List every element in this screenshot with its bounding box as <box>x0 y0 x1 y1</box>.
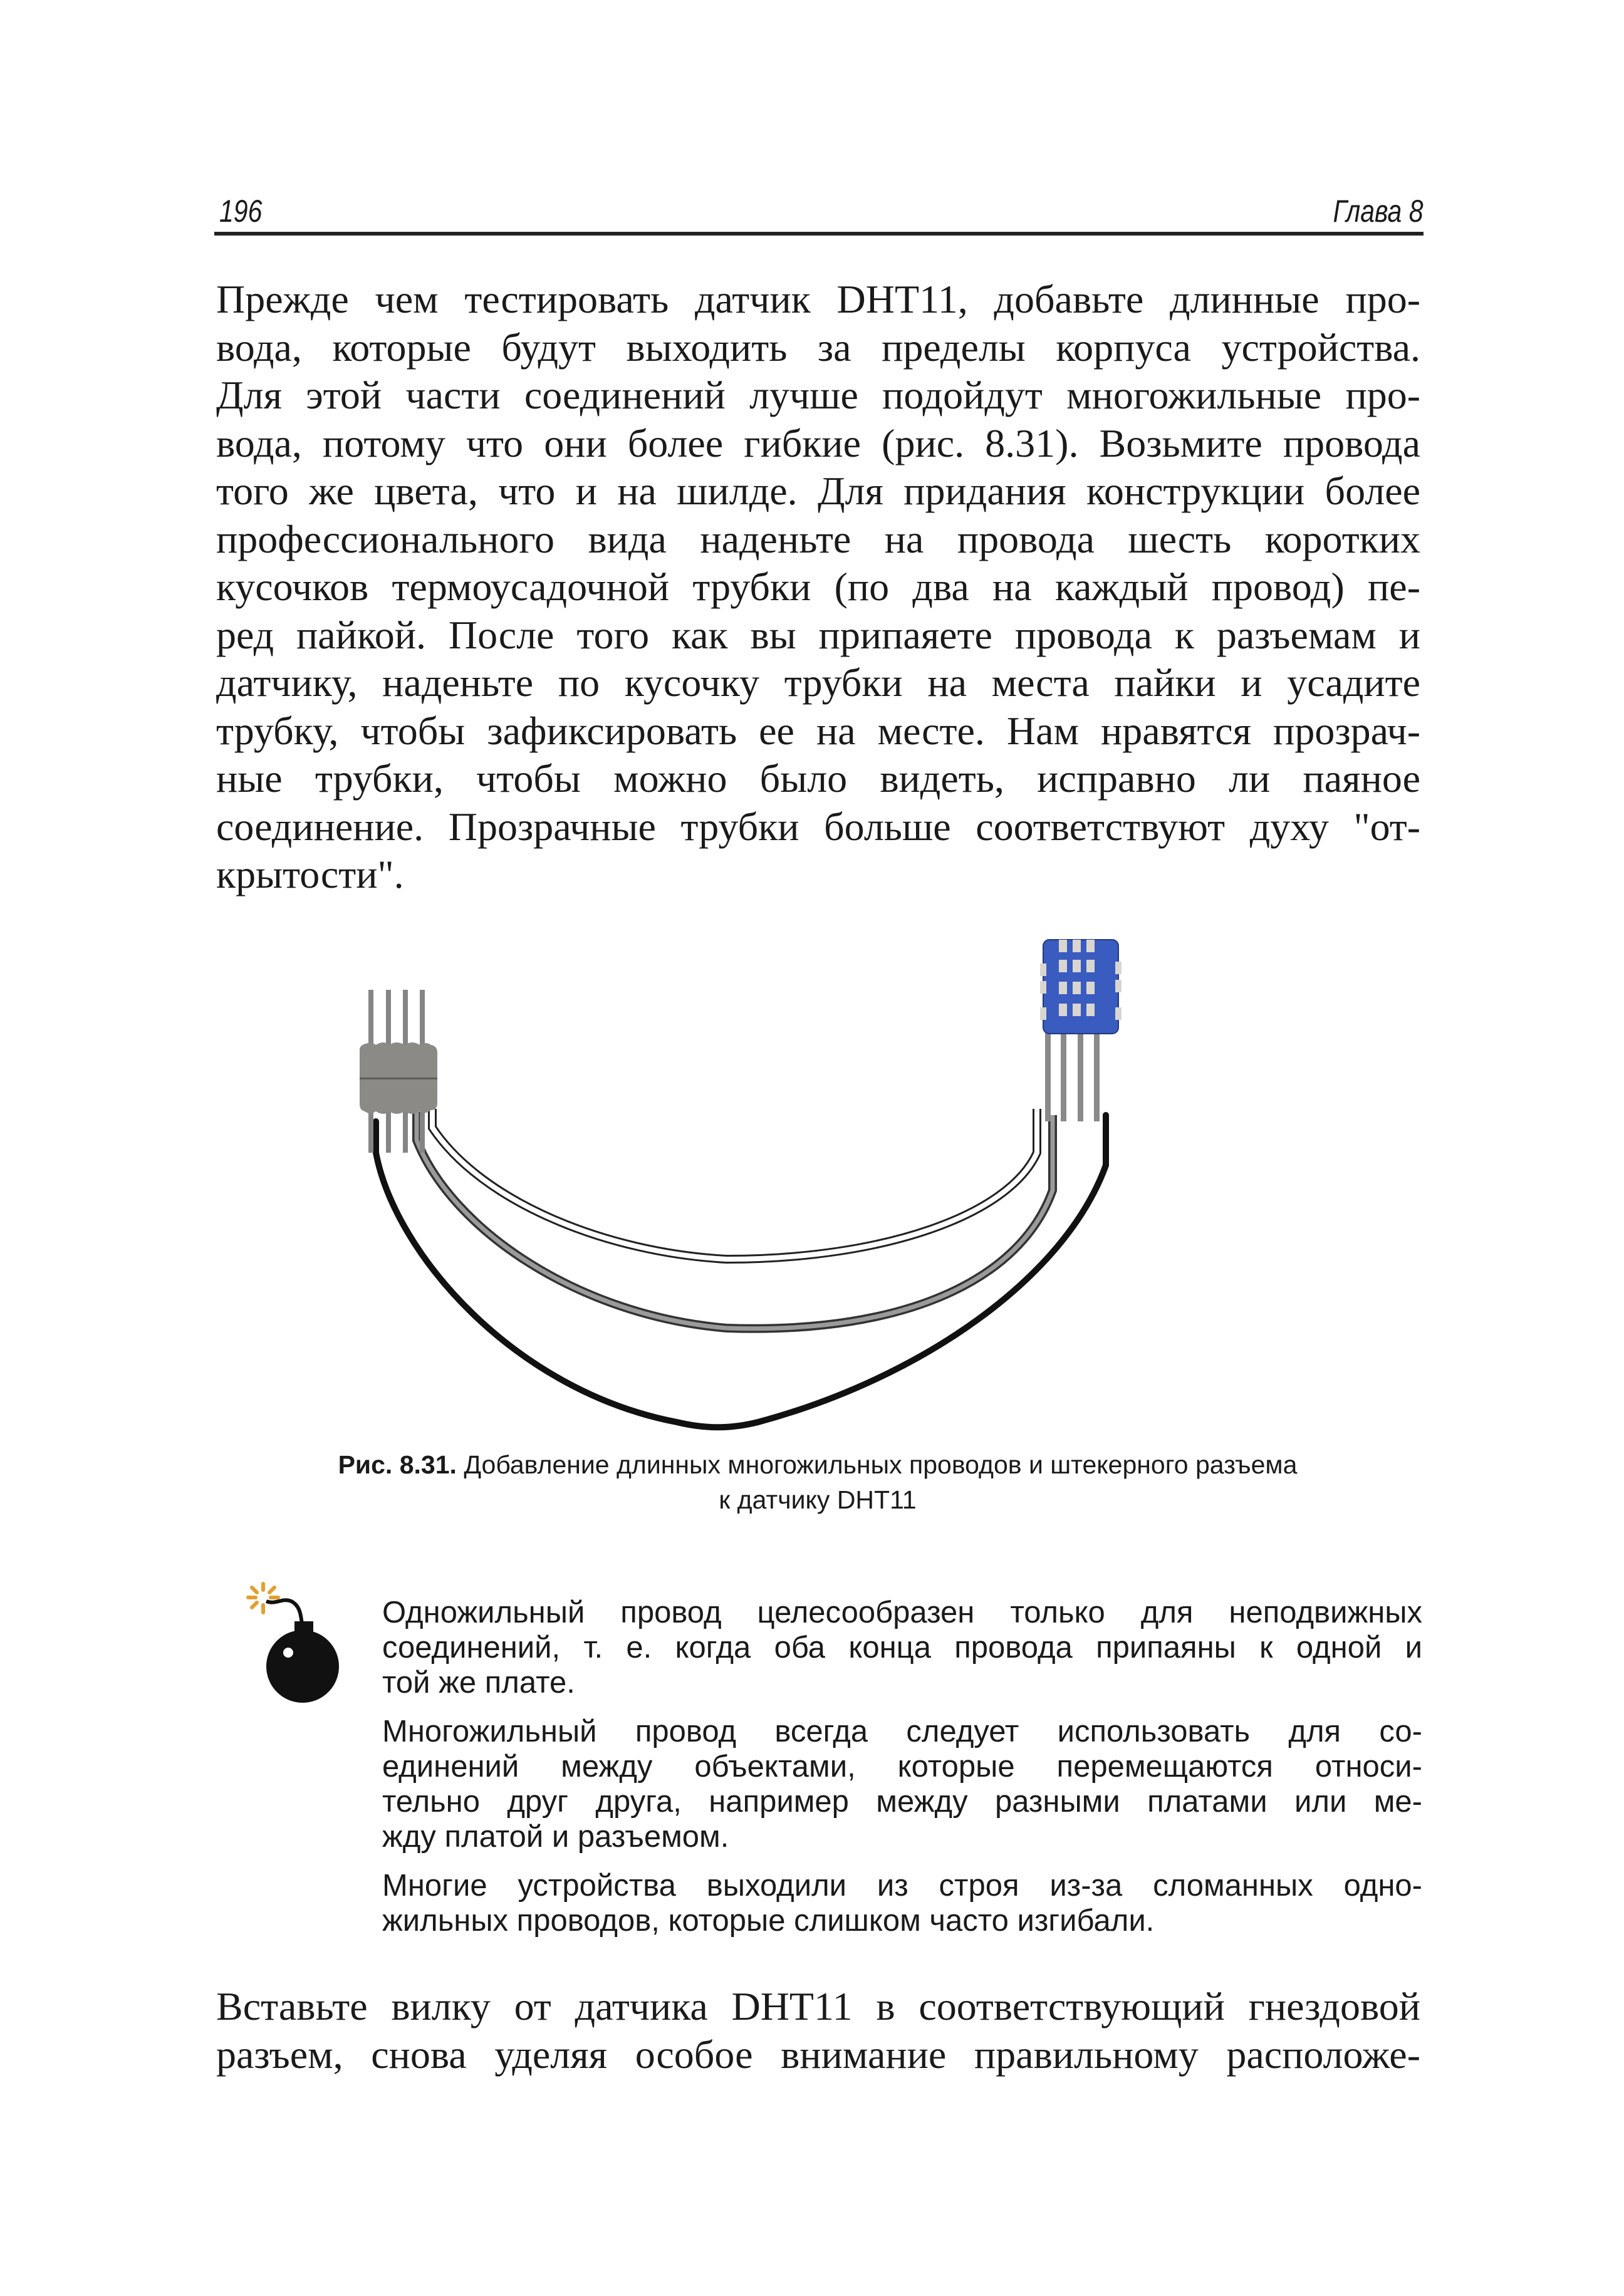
dht11-wiring-illustration <box>357 927 1272 1441</box>
text-line: Многие устройства выходили из строя из-за сломанных одно- <box>382 1869 1422 1903</box>
text-line: ные трубки, чтобы можно было видеть, исправно ли паяное <box>216 756 1420 801</box>
page-number: 196 <box>219 194 263 229</box>
text-line: того же цвета, что и на шилде. Для придания конструкции более <box>216 469 1420 513</box>
bomb-icon <box>238 1579 345 1717</box>
black-wire <box>376 1115 1106 1427</box>
figure-label: Рис. 8.31. <box>338 1450 457 1479</box>
text-line: кусочков термоусадочной трубки (по два на каждый провод) пе- <box>216 564 1420 609</box>
text-line: ред пайкой. После того как вы припаяете провода к разъемам и <box>216 612 1420 657</box>
text-line: соединений, т. е. когда оба конца провода припаяны к одной и <box>382 1631 1422 1665</box>
note-paragraph-1 <box>382 1595 1422 1700</box>
text-line: той же плате. <box>382 1666 575 1700</box>
text-line: трубку, чтобы зафиксировать ее на месте. Нам нравятся прозрач- <box>216 708 1420 753</box>
text-line: Прежде чем тестировать датчик DHT11, добавьте длинные про- <box>216 277 1420 321</box>
note-paragraph-3 <box>382 1868 1422 1938</box>
warning-note <box>232 1572 1422 1973</box>
text-line: крытости". <box>216 852 404 896</box>
text-line: Одножильный провод целесообразен только для неподвижных <box>382 1596 1422 1629</box>
text-line: тельно друг друга, например между разными платами или ме- <box>382 1785 1422 1819</box>
body-paragraph-2 <box>216 1983 1420 2079</box>
text-line: вода, которые будут выходить за пределы корпуса устройства. <box>216 325 1420 370</box>
caption-line-2: к датчику DHT11 <box>719 1485 917 1514</box>
text-line: Многожильный провод всегда следует использовать для со- <box>382 1715 1422 1748</box>
caption-text: Добавление длинных многожильных проводов и штекерного разъема <box>464 1450 1298 1479</box>
note-text <box>382 1595 1422 1952</box>
text-line: разъем, снова уделяя особое внимание правильному расположе- <box>216 2032 1420 2077</box>
figure-caption <box>213 1447 1422 1517</box>
white-wire <box>432 1109 1037 1259</box>
text-line: жду платой и разъемом. <box>382 1820 729 1854</box>
dht11-sensor <box>1040 940 1122 1034</box>
text-line: единений между объектами, которые перемещаются относи- <box>382 1750 1422 1784</box>
sensor-pins <box>1045 1027 1100 1121</box>
note-paragraph-2 <box>382 1714 1422 1854</box>
text-line: датчику, наденьте по кусочку трубки на места пайки и усадите <box>216 660 1420 705</box>
text-line: жильных проводов, которые слишком часто изгибали. <box>382 1904 1155 1938</box>
text-line: Для этой части соединений лучше подойдут многожильные про- <box>216 373 1420 417</box>
text-line: вода, потому что они более гибкие (рис. 8.31). Возьмите провода <box>216 420 1420 465</box>
text-line: профессионального вида наденьте на провода шесть коротких <box>216 516 1420 561</box>
text-line: Вставьте вилку от датчика DHT11 в соответствующий гнездовой <box>216 1984 1420 2028</box>
body-paragraph-1 <box>216 276 1420 899</box>
text-line: соединение. Прозрачные трубки больше соответствуют духу "от- <box>216 804 1420 849</box>
chapter-label: Глава 8 <box>1333 194 1424 229</box>
pin-header-connector <box>360 1042 437 1114</box>
header-rule <box>214 232 1424 236</box>
caption-line-1 <box>213 1447 1422 1482</box>
figure-8-31 <box>357 927 1272 1441</box>
page-header <box>214 187 1424 237</box>
